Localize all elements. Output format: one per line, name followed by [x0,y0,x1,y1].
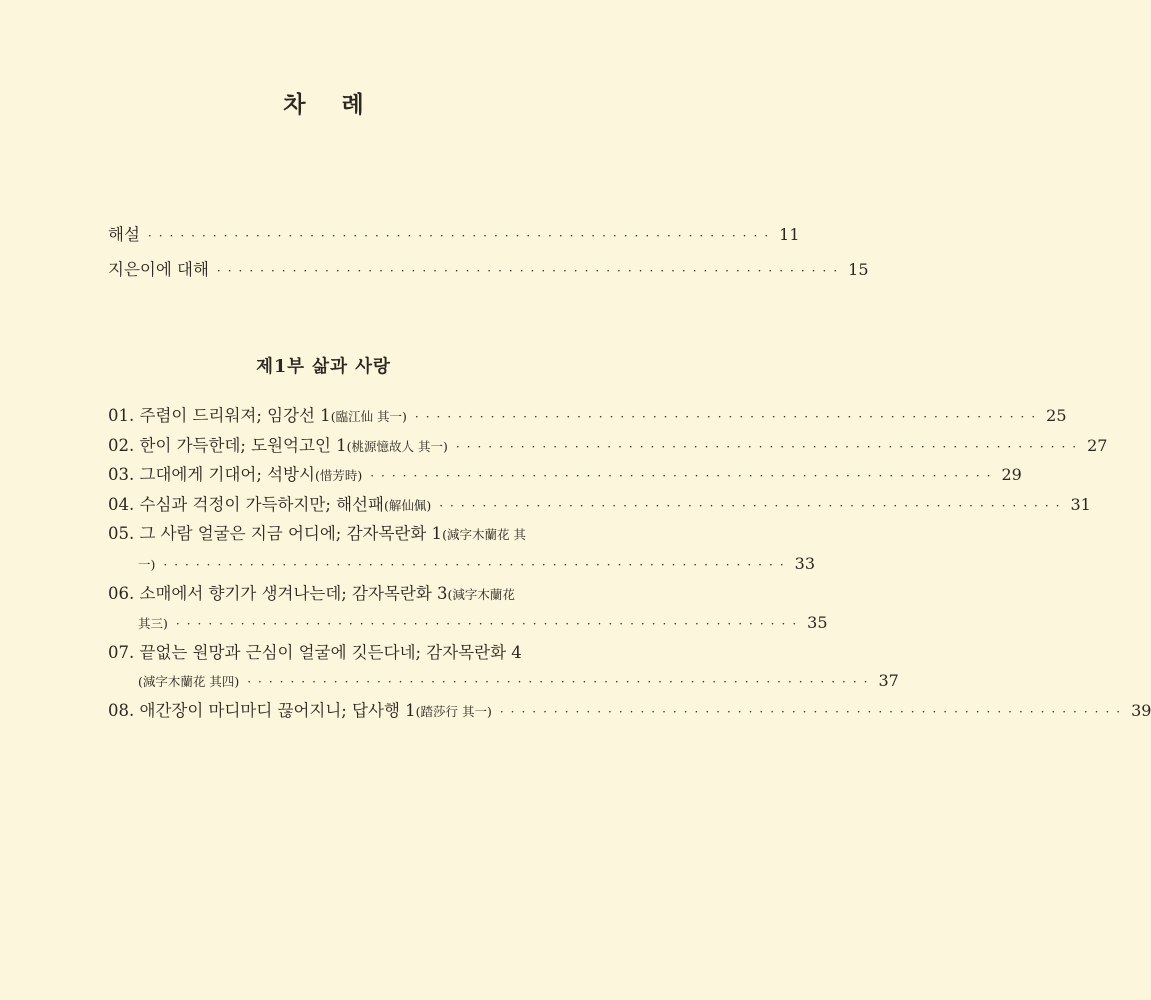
toc-entry-05-continued[interactable] [108,550,815,580]
dot-leader: ·························································· [439,498,1067,513]
dot-leader: ·························································· [414,410,1043,424]
page-number: 37 [878,671,899,691]
toc-entry-07-continued[interactable] [108,667,899,697]
entry-title: 해설 [108,225,140,244]
dot-leader: ·························································· [175,617,804,632]
main-list [108,402,1151,727]
entry-number: 07. [108,642,135,662]
entry-hanja: (減字木蘭花 其 [442,527,526,543]
entry-title: 끝없는 원망과 근심이 얼굴에 깃든다네; 감자목란화 4 [139,642,522,662]
entry-number: 01. [108,406,135,425]
entry-number: 05. [108,524,135,544]
dot-leader: ·························································· [216,264,845,278]
toc-entry-06[interactable] [108,580,543,610]
dot-leader: ·························································· [499,704,1128,719]
entry-hanja: (解仙佩) [383,497,432,513]
part-title: 제1부 삶과 사랑 [256,357,391,377]
entry-number: 04. [108,494,135,514]
intro-list [108,218,869,288]
entry-title: 그대에게 기대어; 석방시 [139,465,315,485]
entry-number: 08. [108,700,135,720]
page-number: 29 [1001,465,1022,485]
page-number: 31 [1070,494,1091,514]
toc-entry-03[interactable] [108,461,1022,491]
toc-entry-06-continued[interactable] [108,609,828,639]
page-number: 35 [807,613,828,633]
entry-number: 06. [108,583,135,603]
toc-entry-02[interactable] [108,432,1108,462]
entry-hanja: (臨江仙 其一) [330,409,407,424]
page-title: 차 례 [283,91,378,118]
page-number: 27 [1087,435,1108,455]
entry-title: 수심과 걱정이 가득하지만; 해선패 [139,494,384,514]
entry-hanja: (惜芳時) [314,468,363,484]
toc-entry-about-author[interactable] [108,253,869,288]
page-number: 15 [848,260,869,279]
entry-hanja: (桃源憶故人 其一) [346,438,448,454]
dot-leader: ·························································· [247,675,875,690]
entry-hanja: (減字木蘭花 [447,586,515,602]
dot-leader: ·························································· [455,439,1084,454]
toc-entry-commentary[interactable] [108,218,800,253]
dot-leader: ·························································· [163,557,791,572]
entry-title: 그 사람 얼굴은 지금 어디에; 감자목란화 1 [139,524,443,544]
dot-leader: ·························································· [370,469,998,484]
entry-hanja-continued: 其三) [138,616,168,632]
entry-hanja: (踏莎行 其一) [415,703,492,719]
dot-leader: ·························································· [147,229,776,243]
entry-hanja-continued: 一) [138,556,156,572]
toc-entry-05[interactable] [108,520,543,550]
entry-hanja-continued: (減字木蘭花 其四) [138,674,240,690]
entry-title: 한이 가득한데; 도원억고인 1 [139,435,347,455]
toc-entry-04[interactable] [108,491,1091,521]
page-number: 33 [794,553,815,573]
toc-entry-01[interactable] [108,402,1067,432]
entry-title: 소매에서 향기가 생겨나는데; 감자목란화 3 [139,583,448,603]
page-number: 11 [779,225,800,244]
page-number: 39 [1131,700,1151,720]
entry-title: 애간장이 마디마디 끊어지니; 답사행 1 [139,700,416,720]
toc-entry-07[interactable] [108,639,543,668]
entry-title: 주렴이 드리워져; 임강선 1 [139,406,331,425]
toc-entry-08[interactable] [108,697,1151,727]
page-number: 25 [1046,406,1067,425]
entry-number: 03. [108,465,135,485]
entry-number: 02. [108,435,135,455]
entry-title: 지은이에 대해 [108,260,209,279]
